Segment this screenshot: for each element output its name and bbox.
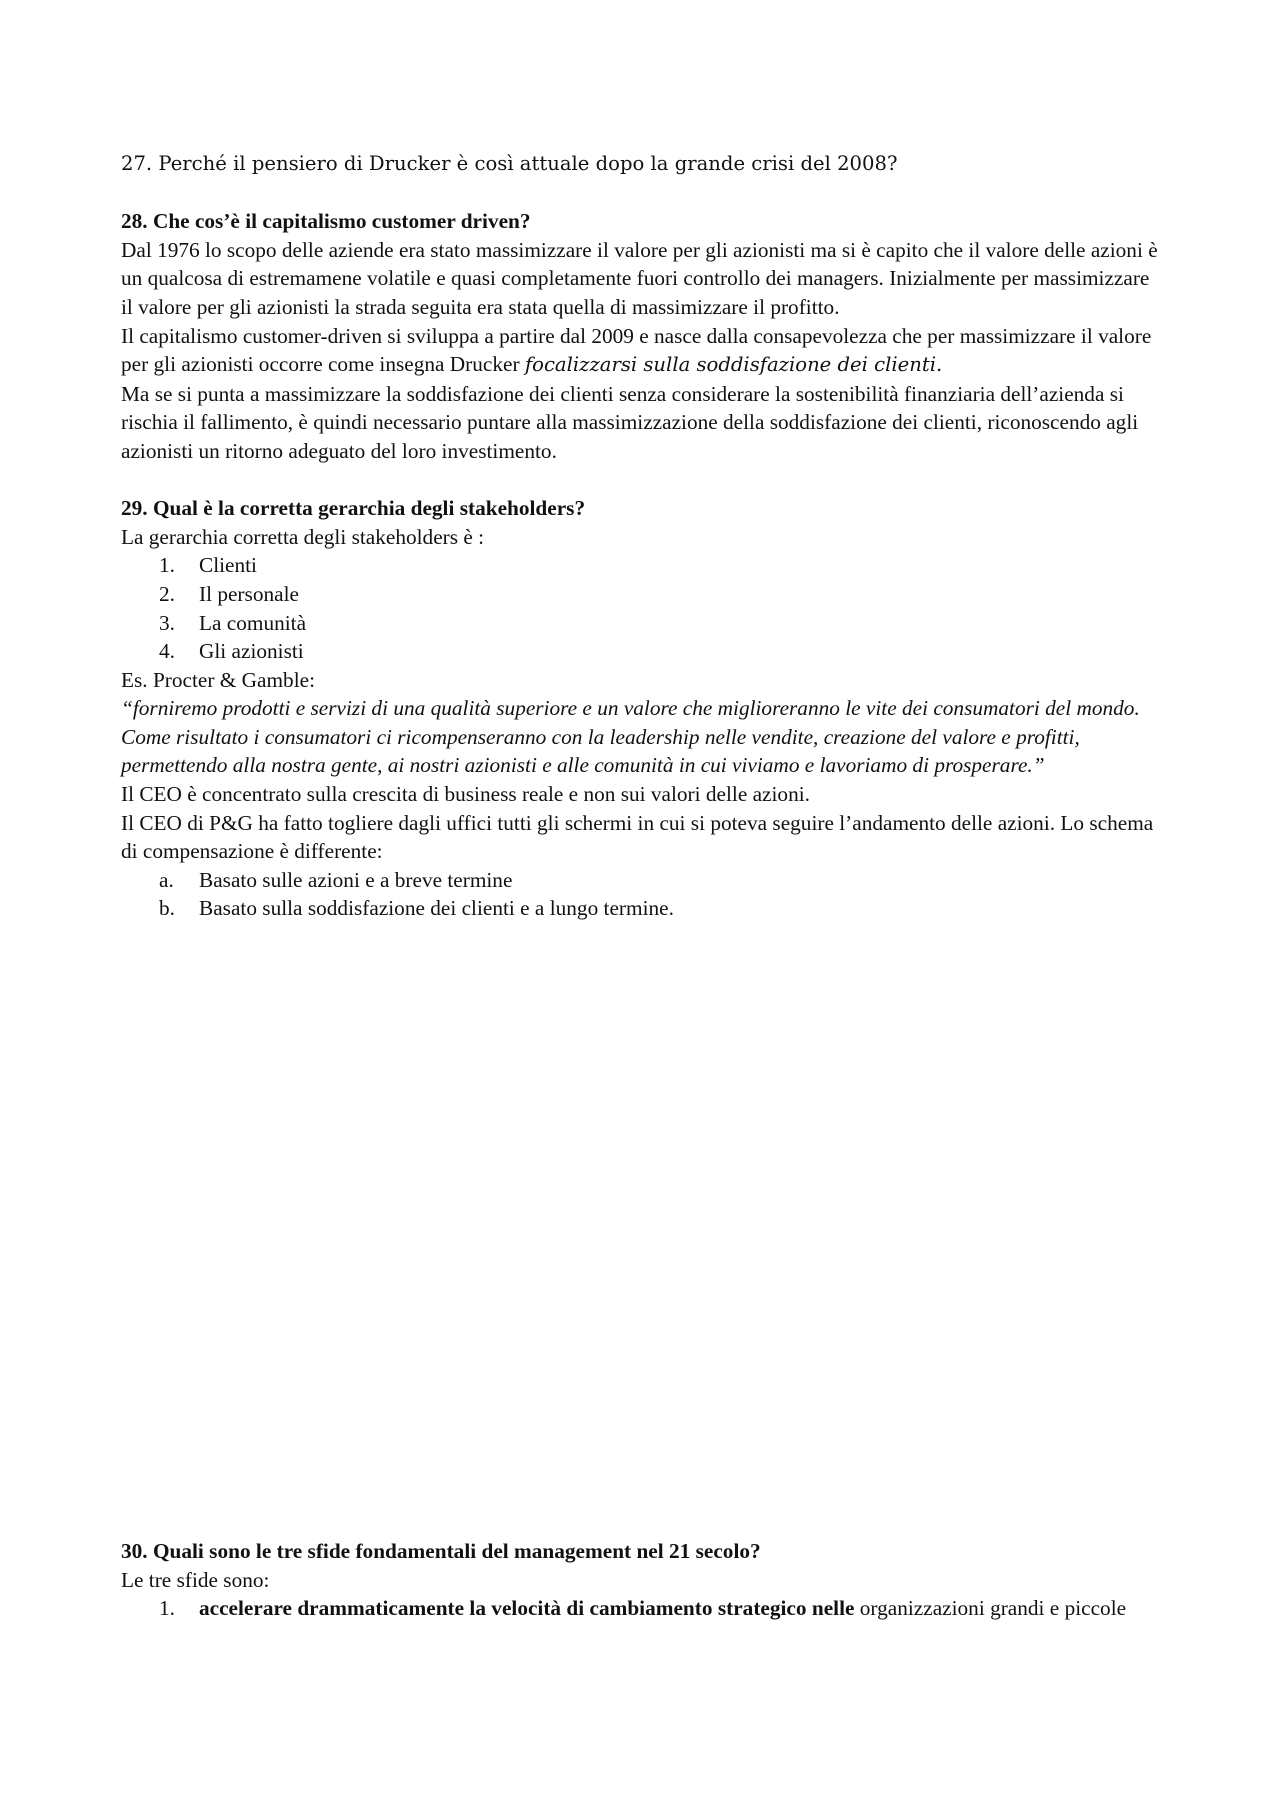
question-30-intro: Le tre sfide sono:	[121, 1567, 270, 1592]
question-30-section	[121, 1537, 1161, 1623]
question-28-paragraph-2	[121, 322, 1161, 380]
question-28-paragraph-3: Ma se si punta a massimizzare la soddisfazione dei clienti senza considerare la sostenibilità finanziaria dell’azienda si rischia il fallimento, è quindi necessario puntare alla massimizzazione della soddisfazione dei clienti, riconoscendo agli azionisti un ritorno adeguato del loro investimento.	[121, 381, 1139, 463]
list-marker: 1.	[159, 1596, 175, 1621]
list-item	[121, 1594, 1161, 1623]
question-29-intro: La gerarchia corretta degli stakeholders è :	[121, 524, 485, 549]
list-marker: 3.	[159, 610, 175, 635]
ceo-paragraph-1: Il CEO è concentrato sulla crescita di business reale e non sui valori delle azioni.	[121, 782, 810, 807]
question-30-heading: 30. Quali sono le tre sfide fondamentali del management nel 21 secolo?	[121, 1539, 761, 1563]
stakeholder-hierarchy-list	[121, 551, 1161, 665]
list-item	[121, 637, 1161, 666]
list-marker: a.	[159, 867, 174, 892]
list-item	[121, 551, 1161, 580]
list-item	[121, 609, 1161, 638]
question-29-heading: 29. Qual è la corretta gerarchia degli stakeholders?	[121, 496, 586, 521]
question-28-heading: 28. Che cos’è il capitalismo customer driven?	[121, 209, 531, 234]
question-28-paragraph-1: Dal 1976 lo scopo delle aziende era stato massimizzare il valore per gli azionisti ma si è capito che il valore delle azioni è un qualcosa di estremamene volatile e quasi completamente fuori controllo dei managers. Inizialmente per massimizzare il valore per gli azionisti la strada seguita era stata quella di massimizzare il profitto.	[121, 237, 1158, 319]
pg-quote: “forniremo prodotti e servizi di una qualità superiore e un valore che miglioreranno le vite dei consumatori del mondo. Come risultato i consumatori ci ricompenseranno con la leadership nelle vendite, creazione del valore e profitti, permettendo alla nostra gente, ai nostri azionisti e alle comunità in cui viviamo e lavoriamo di prosperare.”	[121, 696, 1140, 778]
list-item-label: Basato sulla soddisfazione dei clienti e a lungo termine.	[199, 896, 674, 921]
list-item-label: La comunità	[199, 610, 307, 635]
list-marker: 1.	[159, 553, 175, 578]
list-item	[121, 866, 1161, 895]
list-item-label: Gli azionisti	[199, 639, 304, 664]
challenges-list	[121, 1594, 1161, 1623]
list-item-label: Il personale	[199, 581, 299, 606]
question-28-paragraph-2-italic: focalizzarsi sulla soddisfazione dei clienti.	[524, 353, 943, 377]
list-marker: b.	[159, 896, 175, 921]
list-marker: 2.	[159, 581, 175, 606]
challenge-bold-text: accelerare drammaticamente la velocità di cambiamento strategico nelle	[199, 1596, 855, 1621]
list-item-label: Basato sulle azioni e a breve termine	[199, 867, 513, 892]
list-marker: 4.	[159, 639, 175, 664]
example-label: Es. Procter & Gamble:	[121, 667, 315, 692]
ceo-paragraph-2: Il CEO di P&G ha fatto togliere dagli uffici tutti gli schermi in cui si poteva seguire l’andamento delle azioni. Lo schema di compensazione è differente:	[121, 810, 1154, 864]
compensation-list	[121, 866, 1161, 923]
document-page	[121, 150, 1161, 923]
question-28-paragraph-2-text: Il capitalismo customer-driven si sviluppa a partire dal 2009 e nasce dalla consapevolezza che per massimizzare il valore per gli azionisti occorre come insegna Drucker	[121, 323, 1152, 377]
spacer	[121, 466, 1161, 495]
question-27: 27. Perché il pensiero di Drucker è così attuale dopo la grande crisi del 2008?	[121, 152, 898, 175]
challenge-rest-text: organizzazioni grandi e piccole	[854, 1596, 1127, 1621]
list-item	[121, 580, 1161, 609]
list-item	[121, 894, 1161, 923]
spacer	[121, 179, 1161, 208]
list-item-label: Clienti	[199, 553, 257, 578]
